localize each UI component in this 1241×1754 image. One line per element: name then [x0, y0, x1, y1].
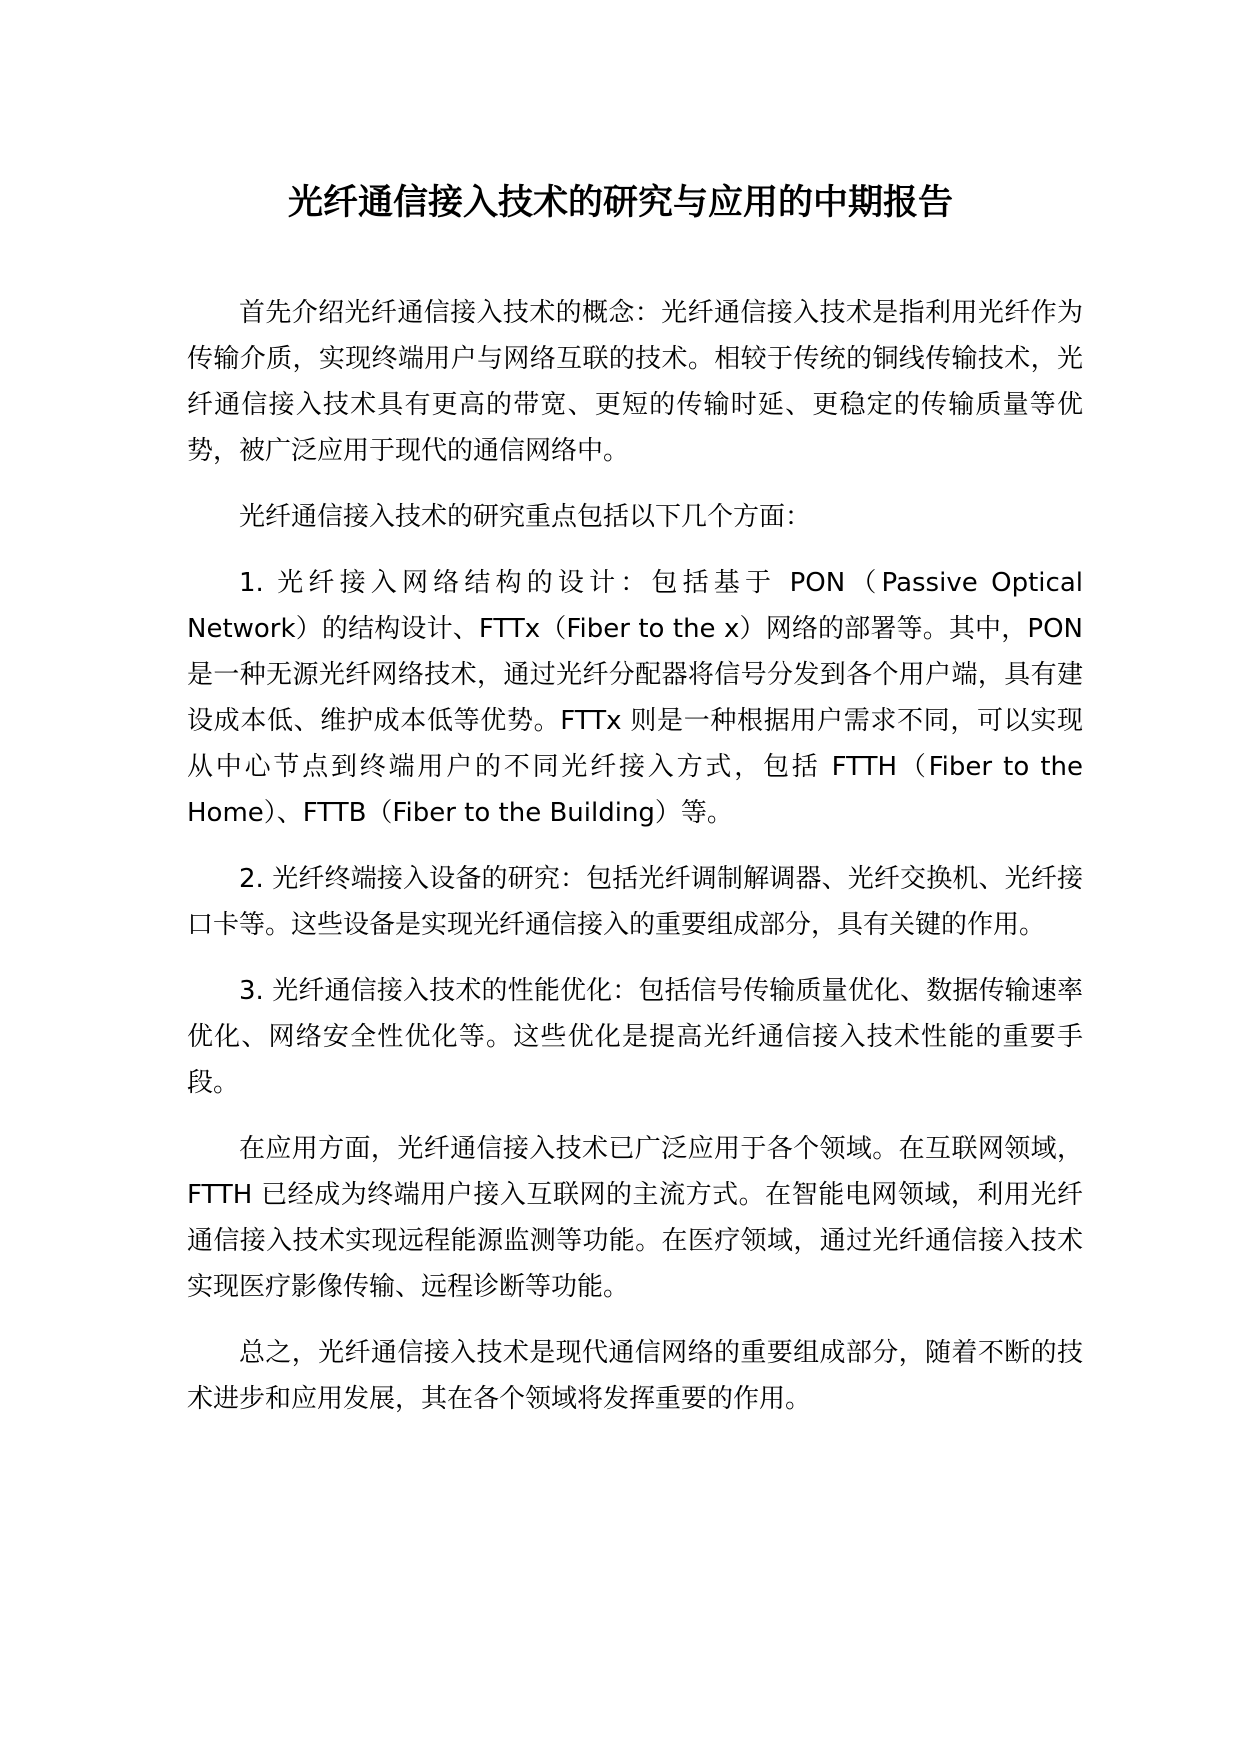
paragraph-concept: 首先介绍光纤通信接入技术的概念：光纤通信接入技术是指利用光纤作为传输介质，实现终端用户与网络互联的技术。相较于传统的铜线传输技术，光纤通信接入技术具有更高的带宽、更短的传输时延、更稳定的传输质量等优势，被广泛应用于现代的通信网络中。 [187, 298, 1083, 466]
paragraph-research-focus: 光纤通信接入技术的研究重点包括以下几个方面： [239, 502, 812, 532]
document-title: 光纤通信接入技术的研究与应用的中期报告 [287, 183, 953, 223]
paragraph-applications: 在应用方面，光纤通信接入技术已广泛应用于各个领域。在互联网领域，FTTH 已经成为终端用户接入互联网的主流方式。在智能电网领域，利用光纤通信接入技术实现远程能源监测等功能。在医疗领域，通过光纤通信接入技术实现医疗影像传输、远程诊断等功能。 [187, 1134, 1083, 1302]
paragraph-item-3: 3. 光纤通信接入技术的性能优化：包括信号传输质量优化、数据传输速率优化、网络安全性优化等。这些优化是提高光纤通信接入技术性能的重要手段。 [187, 976, 1083, 1098]
document-body [187, 290, 1083, 1442]
paragraph-item-2: 2. 光纤终端接入设备的研究：包括光纤调制解调器、光纤交换机、光纤接口卡等。这些设备是实现光纤通信接入的重要组成部分，具有关键的作用。 [187, 864, 1083, 940]
paragraph-conclusion: 总之，光纤通信接入技术是现代通信网络的重要组成部分，随着不断的技术进步和应用发展，其在各个领域将发挥重要的作用。 [187, 1338, 1083, 1414]
paragraph-item-1: 1. 光纤接入网络结构的设计：包括基于 PON（Passive Optical Network）的结构设计、FTTx（Fiber to the x）网络的部署等。其中，PON 是一种无源光纤网络技术，通过光纤分配器将信号分发到各个用户端，具有建设成本低、维护成本低等优势。FTTx 则是一种根据用户需求不同，可以实现从中心节点到终端用户的不同光纤接入方式，包括 FTTH（Fiber to the Home）、FTTB（Fiber to the Building）等。 [187, 568, 1083, 828]
